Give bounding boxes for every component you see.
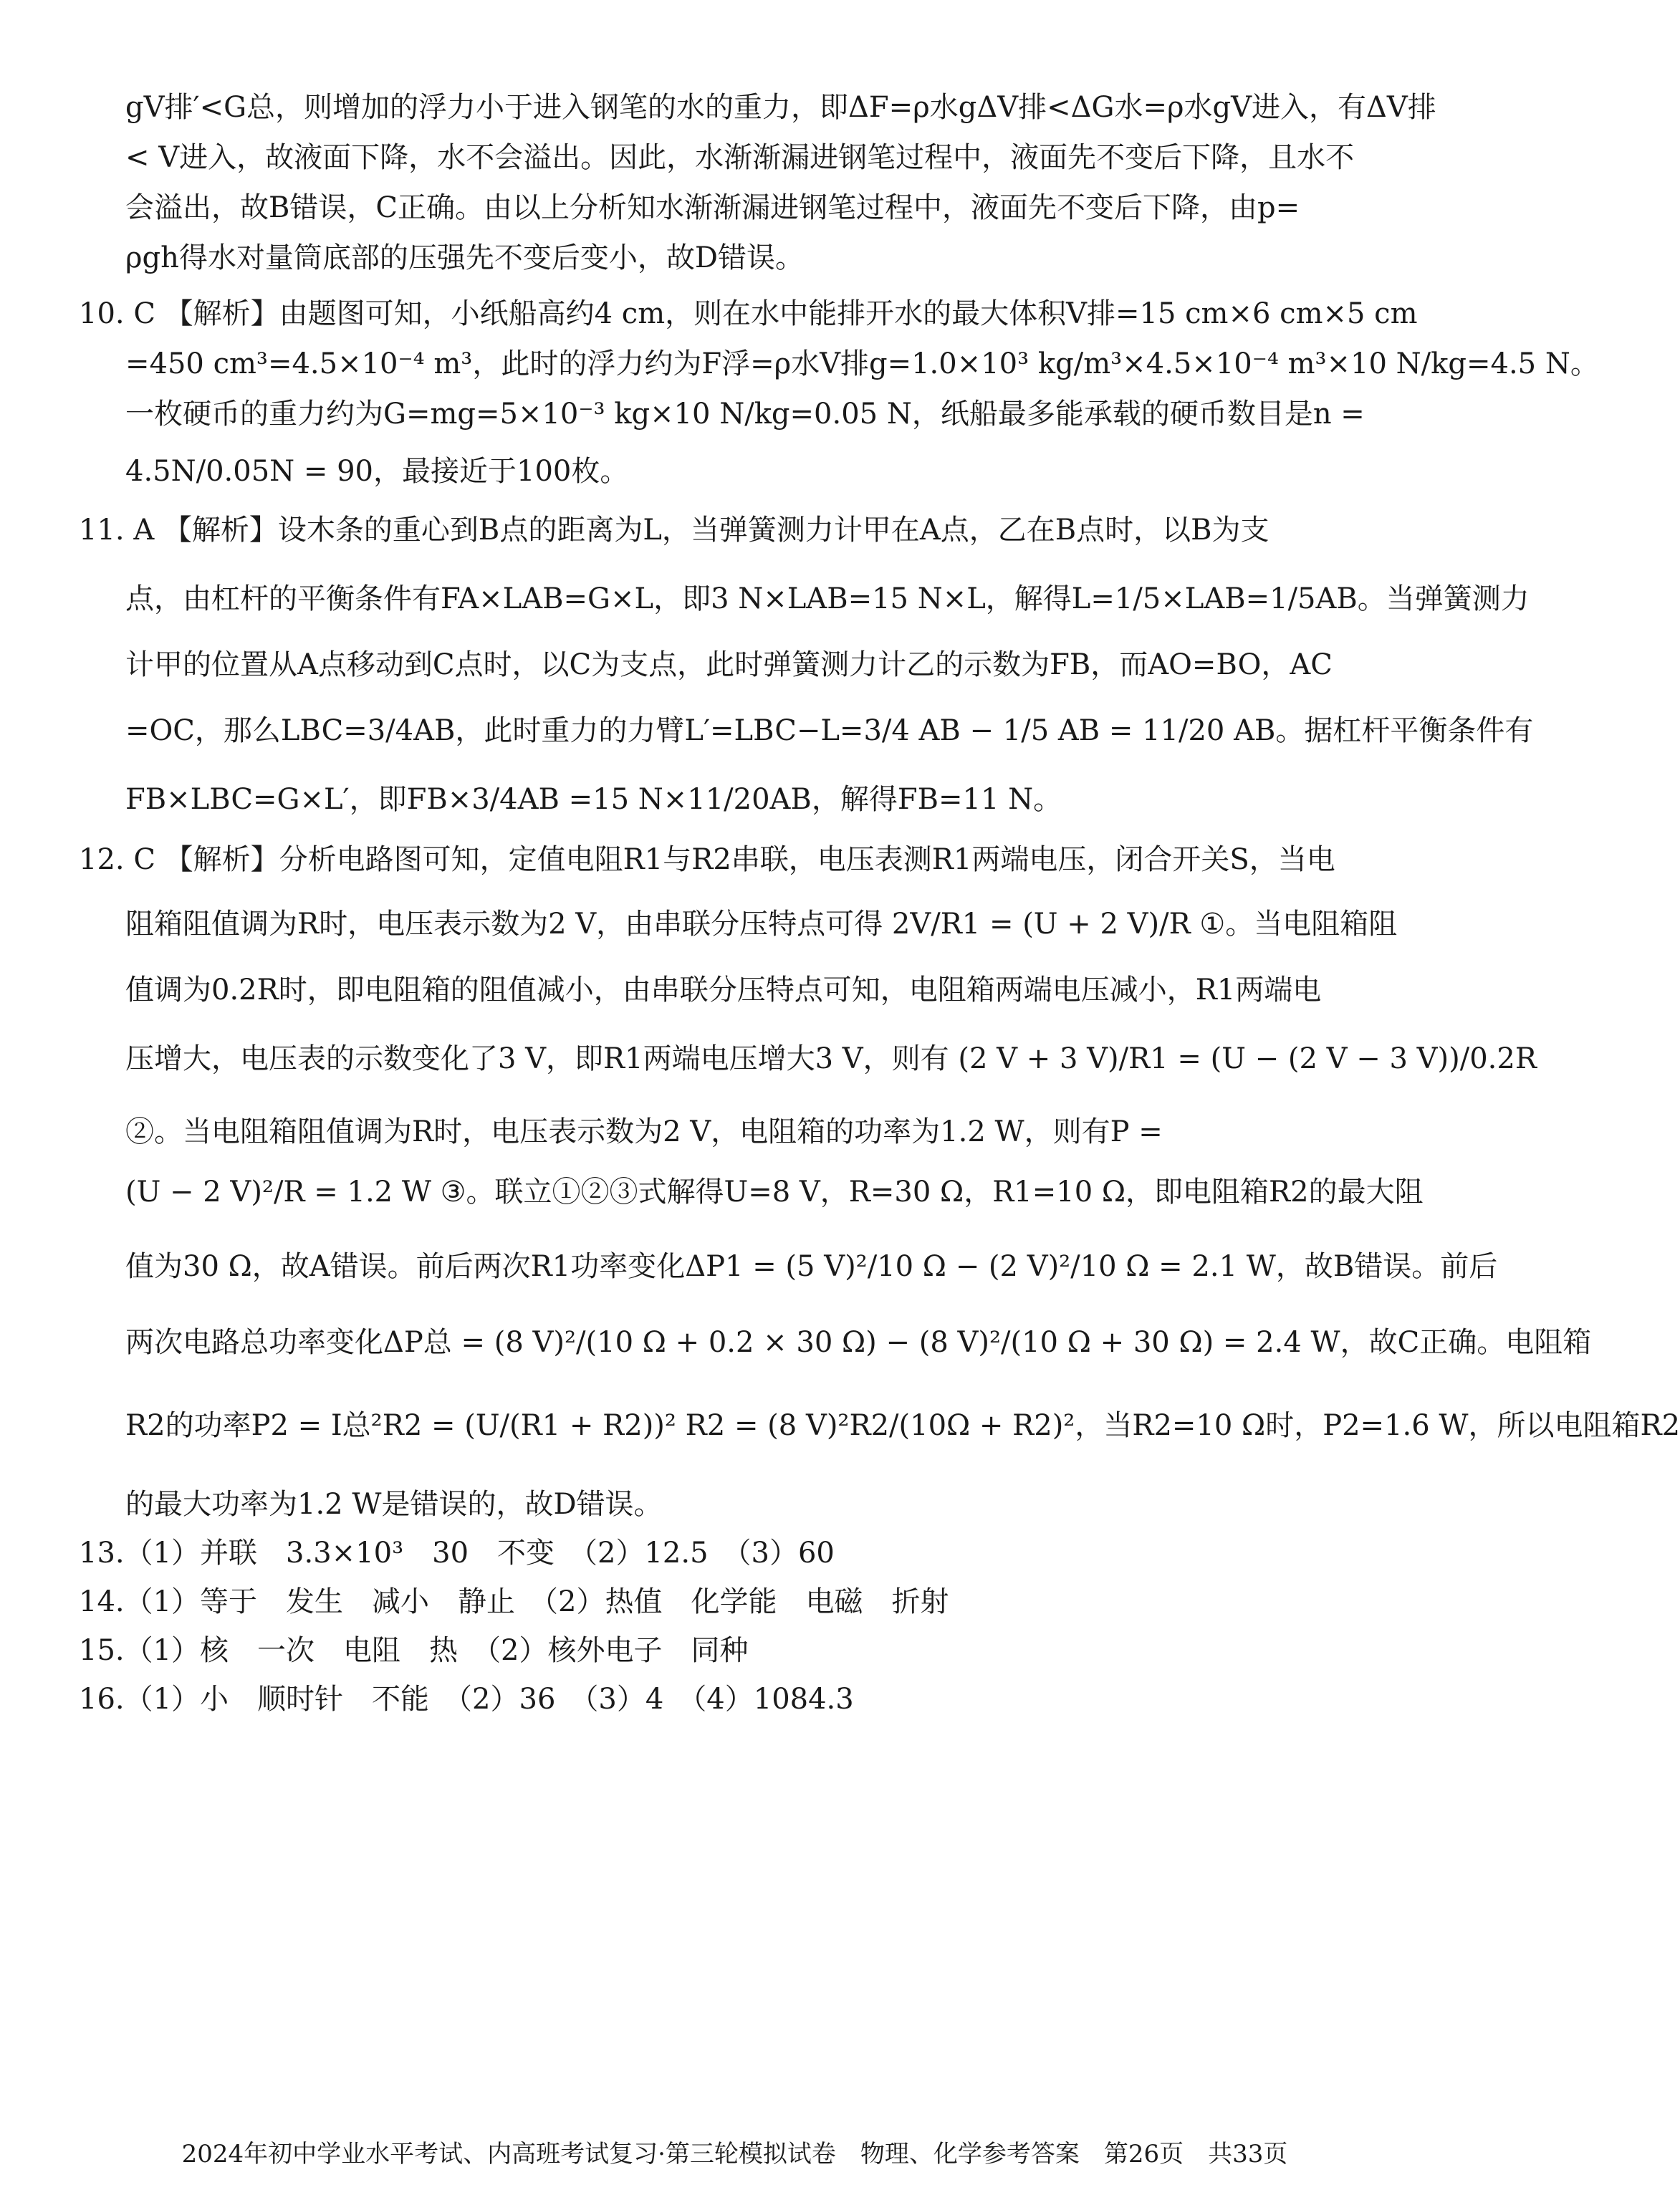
text-line: (U − 2 V)²/R = 1.2 W ③。联立①②③式解得U=8 V，R=30 Ω，R1=10 Ω，即电阻箱R2的最大阻 <box>125 1176 1424 1209</box>
page-footer: 2024年初中学业水平考试、内高班考试复习·第三轮模拟试卷 物理、化学参考答案 第26页 共33页 <box>181 2140 1288 2168</box>
text-line: FB×LBC=G×L′，即FB×3/4AB =15 N×11/20AB，解得FB=11 N。 <box>125 783 1062 816</box>
text-line: R2的功率P2 = I总²R2 = (U/(R1 + R2))² R2 = (8 V)²R2/(10Ω + R2)²，当R2=10 Ω时，P2=1.6 W，所以电阻箱R2 <box>125 1409 1680 1442</box>
text-line: ②。当电阻箱阻值调为R时，电压表示数为2 V，电阻箱的功率为1.2 W，则有P = <box>125 1115 1163 1148</box>
text-line: 点，由杠杆的平衡条件有FA×LAB=G×L，即3 N×LAB=15 N×L，解得L=1/5×LAB=1/5AB。当弹簧测力 <box>125 582 1530 615</box>
question-10-line: 10. C 【解析】由题图可知，小纸船高约4 cm，则在水中能排开水的最大体积V排=15 cm×6 cm×5 cm <box>79 297 1418 330</box>
text-line: ρgh得水对量筒底部的压强先不变后变小，故D错误。 <box>125 241 804 274</box>
text-line: 会溢出，故B错误，C正确。由以上分析知水渐渐漏进钢笔过程中，液面先不变后下降，由p= <box>125 191 1300 224</box>
text-line: 阻箱阻值调为R时，电压表示数为2 V，由串联分压特点可得 2V/R1 = (U + 2 V)/R ①。当电阻箱阻 <box>125 908 1398 941</box>
text-line: 两次电路总功率变化ΔP总 = (8 V)²/(10 Ω + 0.2 × 30 Ω) − (8 V)²/(10 Ω + 30 Ω) = 2.4 W，故C正确。电阻箱 <box>125 1326 1592 1359</box>
question-12-line: 12. C 【解析】分析电路图可知，定值电阻R1与R2串联，电压表测R1两端电压，闭合开关S，当电 <box>79 843 1335 876</box>
text-line: 压增大，电压表的示数变化了3 V，即R1两端电压增大3 V，则有 (2 V + 3 V)/R1 = (U − (2 V − 3 V))/0.2R <box>125 1042 1537 1075</box>
answer-15: 15.（1）核 一次 电阻 热 （2）核外电子 同种 <box>79 1634 749 1667</box>
text-line: 值调为0.2R时，即电阻箱的阻值减小，由串联分压特点可知，电阻箱两端电压减小，R1两端电 <box>125 974 1322 1007</box>
text-line: =450 cm³=4.5×10⁻⁴ m³，此时的浮力约为F浮=ρ水V排g=1.0×10³ kg/m³×4.5×10⁻⁴ m³×10 N/kg=4.5 N。 <box>125 347 1599 380</box>
text-line: 4.5N/0.05N = 90，最接近于100枚。 <box>125 455 629 488</box>
answer-14: 14.（1）等于 发生 减小 静止 （2）热值 化学能 电磁 折射 <box>79 1585 949 1618</box>
text-line: < V进入，故液面下降，水不会溢出。因此，水渐渐漏进钢笔过程中，液面先不变后下降，且水不 <box>125 141 1355 174</box>
text-line: =OC，那么LBC=3/4AB，此时重力的力臂L′=LBC−L=3/4 AB − 1/5 AB = 11/20 AB。据杠杆平衡条件有 <box>125 714 1534 747</box>
text-line: 的最大功率为1.2 W是错误的，故D错误。 <box>125 1488 663 1521</box>
text-line: gV排′<G总，则增加的浮力小于进入钢笔的水的重力，即ΔF=ρ水gΔV排<ΔG水=ρ水gV进入，有ΔV排 <box>125 91 1436 124</box>
text-line: 计甲的位置从A点移动到C点时，以C为支点，此时弹簧测力计乙的示数为FB，而AO=BO，AC <box>125 648 1333 681</box>
question-11-line: 11. A 【解析】设木条的重心到B点的距离为L，当弹簧测力计甲在A点，乙在B点时，以B为支 <box>79 514 1269 547</box>
answer-16: 16.（1）小 顺时针 不能 （2）36 （3）4 （4）1084.3 <box>79 1683 854 1716</box>
answer-13: 13.（1）并联 3.3×10³ 30 不变 （2）12.5 （3）60 <box>79 1537 835 1570</box>
text-line: 一枚硬币的重力约为G=mg=5×10⁻³ kg×10 N/kg=0.05 N，纸船最多能承载的硬币数目是n = <box>125 398 1365 431</box>
text-line: 值为30 Ω，故A错误。前后两次R1功率变化ΔP1 = (5 V)²/10 Ω − (2 V)²/10 Ω = 2.1 W，故B错误。前后 <box>125 1250 1498 1283</box>
